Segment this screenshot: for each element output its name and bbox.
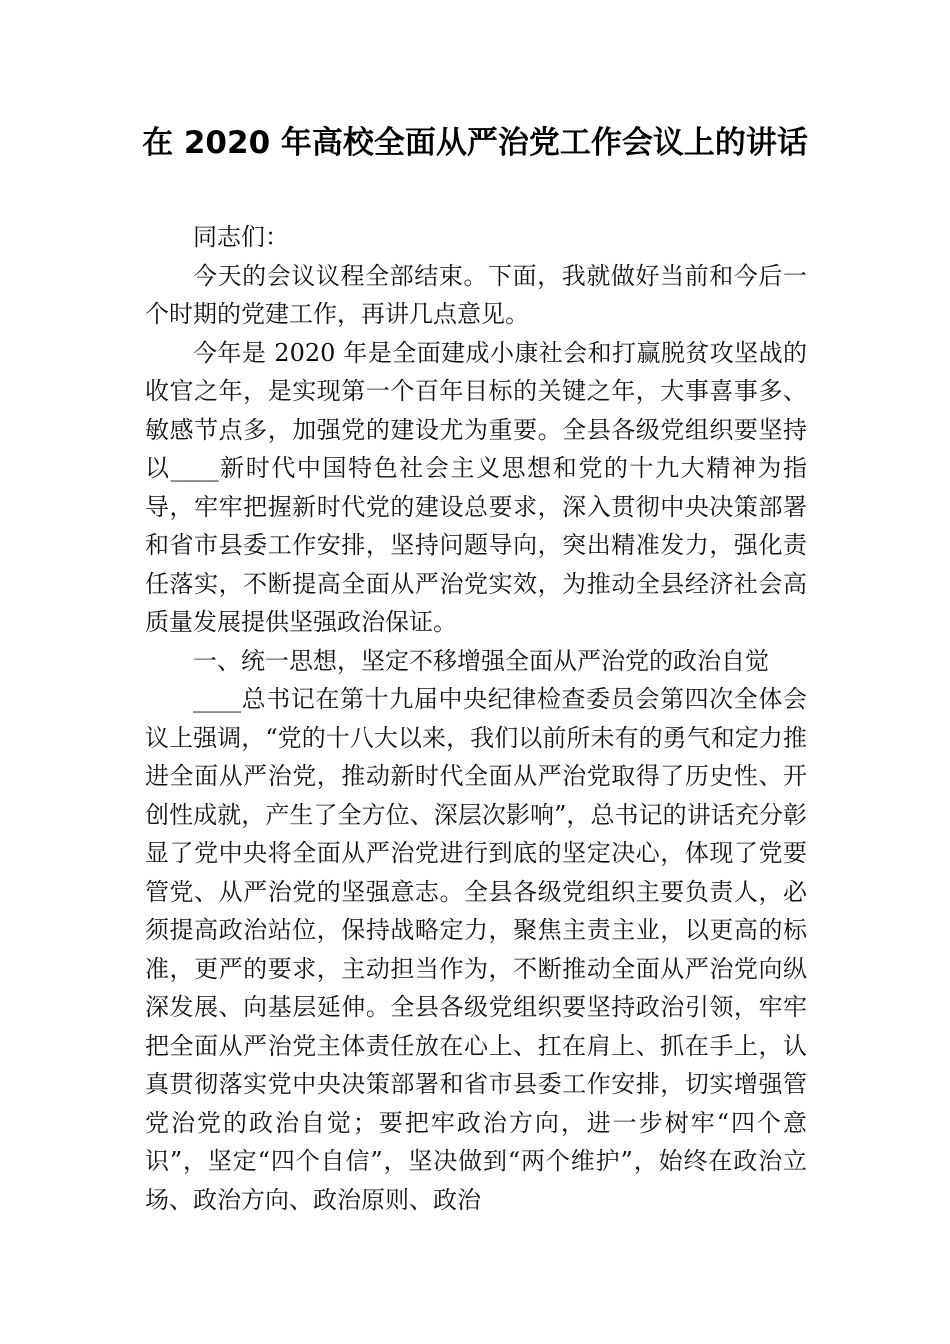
- document-body: [145, 218, 807, 1219]
- paragraph-section-1: ____总书记在第十九届中央纪律检查委员会第四次全体会议上强调，“党的十八大以来，我们以前所未有的勇气和定力推进全面从严治党，推动新时代全面从严治党取得了历史性、开创性成就，产生了全方位、深层次影响”，总书记的讲话充分彰显了党中央将全面从严治党进行到底的坚定决心，体现了党要管党、从严治党的坚强意志。全县各级党组织主要负责人，必须提高政治站位，保持战略定力，聚焦主责主业，以更高的标准，更严的要求，主动担当作为，不断推动全面从严治党向纵深发展、向基层延伸。全县各级党组织要坚持政治引领，牢牢把全面从严治党主体责任放在心上、扛在肩上、抓在手上，认真贯彻落实党中央决策部署和省市县委工作安排，切实增强管党治党的政治自觉；要把牢政治方向，进一步树牢“四个意识”，坚定“四个自信”，坚决做到“两个维护”，始终在政治立场、政治方向、政治原则、政治: [145, 685, 807, 1214]
- section-heading-1: 一、统一思想，坚定不移增强全面从严治党的政治自觉: [193, 646, 769, 675]
- paragraph-context: 今年是 2020 年是全面建成小康社会和打赢脱贫攻坚战的收官之年，是实现第一个百年目标的关键之年，大事喜事多、敏感节点多，加强党的建设尤为重要。全县各级党组织要坚持以____新时代中国特色社会主义思想和党的十九大精神为指导，牢牢把握新时代党的建设总要求，深入贯彻中央决策部署和省市县委工作安排，坚持问题导向，突出精准发力，强化责任落实，不断提高全面从严治党实效，为推动全县经济社会高质量发展提供坚强政治保证。: [145, 338, 807, 636]
- document-title: 在 2020 年高校全面从严治党工作会议上的讲话: [142, 125, 808, 161]
- paragraph-opening: 今天的会议议程全部结束。下面，我就做好当前和今后一个时期的党建工作，再讲几点意见。: [145, 261, 807, 328]
- paragraph-salutation: 同志们：: [193, 223, 289, 251]
